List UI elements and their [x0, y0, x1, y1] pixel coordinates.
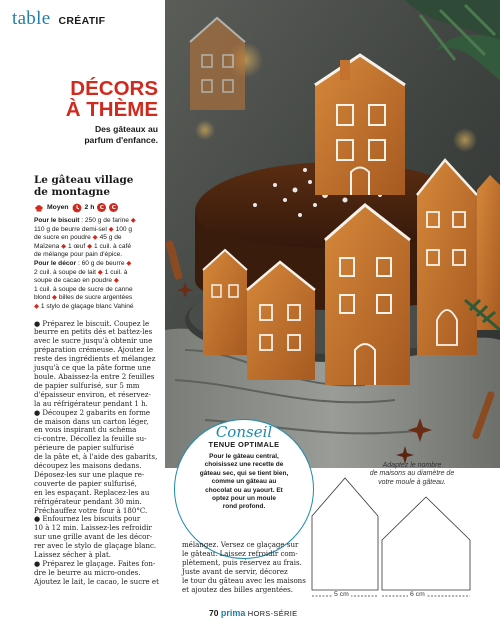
ingredients-list — [34, 217, 162, 312]
step-line: et ajoutez des billes argentées. — [182, 584, 294, 594]
tip-title: Conseil — [215, 423, 273, 441]
ingredient-line: 1 cuil. à soupe de sucre de canne — [34, 285, 133, 293]
chef-hat-icon — [34, 203, 44, 213]
ingredient-line: Maïzena ◆ 1 œuf ◆ 1 cuil. à café — [34, 242, 132, 250]
dimension-label-6cm: 6 cm — [410, 591, 425, 598]
tip-line: choisissez une recette de — [204, 461, 284, 469]
step-line: jusqu'à ce que la pâte forme une — [34, 363, 151, 373]
bullet-diamond: ◆ — [97, 268, 103, 276]
bullet-diamond: ◆ — [92, 234, 98, 242]
step-line: en vous inspirant du schéma — [34, 425, 137, 435]
step-line: périeure de papier sulfurisé — [34, 443, 134, 453]
step-line: mélangez. Versez ce glaçage sur — [182, 540, 299, 549]
step-line: dre le beurre au micro-ondes. — [34, 567, 141, 577]
step-line: réfrigérateur pendant 30 min. — [34, 496, 142, 506]
page-subtitle: Des gâteaux au parfum d'enfance. — [84, 124, 158, 145]
ingredient-line: ◆ 1 stylo de glaçage blanc Vahiné — [34, 302, 134, 310]
bullet-diamond: ◆ — [113, 277, 119, 285]
brand-logo: table — [12, 8, 51, 29]
tip-line: comme un gâteau au — [211, 478, 277, 486]
step-line: boule. Abaissez-la entre 2 feuilles — [34, 371, 155, 381]
page-title: DÉCORS À THÈME — [65, 77, 158, 121]
step-line: la au réfrigérateur pendant 1 h. — [34, 398, 148, 408]
ingredient-line: 110 g de beurre demi-sel ◆ 100 g — [34, 225, 133, 233]
step-line: ● Préparez le glaçage. Faites fon- — [34, 559, 156, 568]
tip-line: Pour le gâteau central, — [209, 453, 279, 460]
step-line: plètement, puis réservez au frais. — [182, 557, 302, 567]
step-line: le tour du gâteau avec les maisons — [182, 575, 306, 585]
edition-label: HORS-SÉRIE — [247, 609, 298, 618]
magazine-name: prima — [220, 608, 246, 618]
ingredient-line: 2 cuil. à soupe de lait ◆ 1 cuil. à — [34, 268, 128, 276]
step-line: ● Découpez 2 gabarits en forme — [34, 407, 151, 417]
recipe-steps — [34, 320, 162, 587]
cost-badge: C — [97, 203, 106, 212]
tip-subtitle: TENUE OPTIMALE — [208, 440, 280, 449]
cost-badge-2: C — [109, 203, 118, 212]
recipe-column — [34, 174, 162, 587]
step-line: ci-contre. Décollez la feuille su- — [34, 434, 147, 444]
clock-icon — [72, 203, 82, 213]
ingredient-line: blond ◆ billes de sucre argentées — [34, 294, 133, 302]
step-line: de maison dans un carton léger, — [34, 416, 149, 426]
step-line: le gâteau. Laissez refroidir com- — [182, 548, 298, 558]
tip-line: gâteau sec, qui se tient bien, — [199, 469, 289, 477]
step-line: découpez les maisons dedans. — [34, 461, 142, 471]
step-line: Laissez sécher à plat. — [34, 550, 112, 560]
ingredient-line: de sucre en poudre ◆ 45 g de — [34, 234, 122, 242]
step-line: préparation crémeuse. Ajoutez le — [34, 345, 154, 355]
bullet-diamond: ◆ — [61, 242, 67, 250]
ingredient-line: Pour le biscuit : 250 g de farine ◆ — [34, 217, 136, 224]
template-note-line: de maisons au diamètre de — [369, 470, 455, 478]
dimension-label-5cm: 5 cm — [334, 591, 349, 598]
difficulty-label: Moyen — [47, 204, 69, 211]
step-line: rer avec le stylo de glaçage blanc. — [34, 541, 157, 551]
step-line: en les espaçant. Replacez-les au — [34, 487, 150, 497]
ingredient-heading: Pour le biscuit — [34, 217, 80, 224]
ingredient-heading: Pour le décor — [34, 259, 77, 267]
step-line: d'épaisseur environ, et réservez- — [34, 389, 151, 399]
step-line: Préchauffez votre four à 180°C. — [34, 505, 148, 515]
tip-body — [175, 453, 313, 512]
template-note-line: Adaptez le nombre — [382, 462, 442, 469]
step-line: 10 à 12 min. Laissez-les refroidir — [34, 523, 152, 533]
step-line: ● Préparez le biscuit. Coupez le — [34, 318, 150, 328]
house-template-diagram — [300, 470, 500, 605]
bullet-diamond: ◆ — [87, 242, 93, 250]
bullet-diamond: ◆ — [108, 225, 114, 233]
step-line: sur une grille avant de les décor- — [34, 532, 153, 542]
tip-line: rond profond. — [222, 503, 266, 511]
bullet-diamond: ◆ — [51, 294, 58, 302]
page-number: 70 — [209, 608, 219, 618]
title-block — [22, 78, 158, 146]
step-line: ● Enfournez les biscuits pour — [34, 514, 141, 524]
ingredient-line: soupe de cacao en poudre ◆ — [34, 277, 119, 285]
step-line: Juste avant de servir, décorez — [182, 566, 288, 576]
cake-photo — [165, 0, 500, 468]
bullet-diamond: ◆ — [126, 259, 132, 267]
recipe-meta — [34, 202, 162, 213]
step-line: de la pâte et, à l'aide des gabarits, — [34, 452, 158, 462]
section-header — [12, 8, 105, 34]
tip-circle — [174, 419, 314, 559]
step-line: Ajoutez le lait, le cacao, le sucre et — [34, 576, 159, 586]
tip-line: optez pour un moule — [212, 495, 276, 503]
recipe-steps-continued — [182, 541, 312, 594]
step-line: beurre en petits dés et battez-les — [34, 327, 153, 337]
recipe-title: Le gâteau village de montagne — [34, 174, 134, 198]
ingredient-line: Pour le décor : 60 g de beurre ◆ — [34, 259, 132, 267]
template-note-line: votre moule à gâteau. — [378, 478, 446, 486]
bullet-diamond: ◆ — [34, 302, 40, 310]
time-label: 2 h — [84, 204, 95, 211]
step-line: Déposez-les sur une plaque re- — [34, 469, 145, 479]
bullet-diamond: ◆ — [130, 217, 136, 224]
step-line: avec le sucre jusqu'à obtenir une — [34, 336, 153, 346]
page-footer — [209, 608, 297, 618]
step-line: reste des ingrédients et mélangez — [34, 354, 156, 364]
tip-line: chocolat ou au yaourt. Et — [205, 486, 283, 494]
rubric-label: CRÉATIF — [58, 15, 106, 27]
ingredient-line: de mélange pour pain d'épice. — [34, 251, 123, 259]
step-line: de papier sulfurisé, sur 5 mm — [34, 380, 140, 390]
step-line: couverte de papier sulfurisé, — [34, 478, 137, 488]
